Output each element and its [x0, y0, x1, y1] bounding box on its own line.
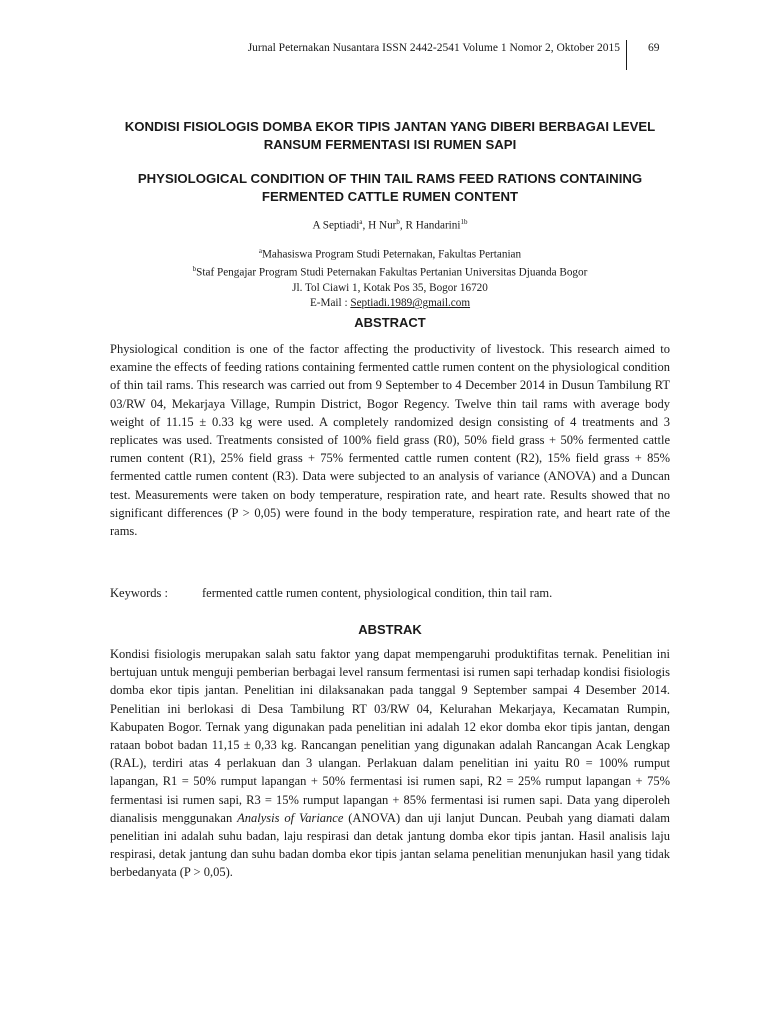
- abstrak-italic-term: Analysis of Variance: [237, 810, 344, 825]
- abstract-body: [110, 340, 670, 540]
- keywords-label: Keywords :: [110, 586, 168, 600]
- abstrak-text-part: Kondisi fisiologis merupakan salah satu faktor yang dapat mempengaruhi produktifitas ternak. Penelitian ini bertujuan untuk menguji pemberian berbagai level ransum fermentasi isi rumen sapi terhadap kondisi fisiologis domba ekor tipis jantan. Penelitian ini dilaksanakan pada tanggal 9 September sampai 4 Desember 2014. Penelitian ini berlokasi di Desa Tambilung RT 03/RW 04, Kelurahan Mekarjaya, Kecamatan Rumpin, Kabupaten Bogor. Ternak yang digunakan pada penelitian ini adalah 12 ekor domba ekor tipis jantan, dengan rataan bobot badan 11,15 ± 0,33 kg. Rancangan penelitian yang digunakan adalah Rancangan Acak Lengkap (RAL), terdiri atas 4 perlakuan dan 3 ulangan. Perlakuan dalam penelitian ini yaitu R0 = 100% rumput lapangan, R1 = 50% rumput lapangan + 50% fermentasi isi rumen sapi, R2 = 25% rumput lapangan + 75% fermentasi isi rumen sapi, R3 = 15% rumput lapangan + 85% fermentasi isi rumen sapi. Data yang diperoleh dianalisis menggunakan: [110, 647, 670, 825]
- affiliation-sup: b: [192, 265, 197, 274]
- keywords-text: fermented cattle rumen content, physiological condition, thin tail ram.: [202, 586, 553, 600]
- abstract-heading: ABSTRACT: [354, 315, 426, 330]
- affiliation-text: Mahasiswa Program Studi Peternakan, Fakultas Pertanian: [261, 248, 522, 261]
- affiliation-b: [100, 262, 680, 281]
- author-sup: 1b: [460, 218, 468, 226]
- abstrak-text-part: (ANOVA) dan uji lanjut Duncan. Peubah yang diamati dalam penelitian ini adalah suhu badan, laju respirasi dan detak jantung domba ekor tipis jantan. Hasil analisis laju respirasi, detak jantung dan suhu badan domba ekor tipis jantan selama penelitian menunjukan hasil yang tidak berbedanyata (P > 0,05).: [110, 810, 671, 880]
- abstrak-body: [110, 645, 670, 882]
- author-name: R Handarini: [405, 219, 461, 232]
- running-header: [0, 42, 768, 72]
- affiliation-text: Staf Pengajar Program Studi Peternakan Fakultas Pertanian Universitas Djuanda Bogor: [196, 267, 588, 280]
- abstrak-heading: ABSTRAK: [358, 622, 422, 637]
- paper-titles: [100, 118, 680, 206]
- affiliation-sup: a: [258, 246, 262, 255]
- page-number: 69: [648, 42, 660, 54]
- email-link[interactable]: Septiadi.1989@gmail.com: [350, 297, 471, 310]
- title-indonesian: KONDISI FISIOLOGIS DOMBA EKOR TIPIS JANTAN YANG DIBERI BERBAGAI LEVEL RANSUM FERMENTASI ISI RUMEN SAPI: [124, 119, 656, 152]
- author-name: A Septiadi: [312, 219, 360, 232]
- email-line: [100, 296, 680, 311]
- author-list: A Septiadi$^a$, H Nur$^b$, R Handarini$^{1b}$: [312, 218, 468, 232]
- author-sup: b: [396, 218, 400, 226]
- affiliation-a: [100, 244, 680, 263]
- journal-citation: Jurnal Peternakan Nusantara ISSN 2442-2541 Volume 1 Nomor 2, Oktober 2015: [247, 42, 620, 54]
- abstract-text: Physiological condition is one of the factor affecting the productivity of livestock. This research aimed to examine the effects of feeding rations containing fermented cattle rumen content on the physiological condition of thin tail rams. This research was carried out from 9 September to 4 December 2014 in Dusun Tambilung RT 03/RW 04, Mekarjaya Village, Rumpin District, Bogor Regency. Twelve thin tail rams with average body weight of 11.15 ± 0.33 kg were used. A completely randomized design consisting of 4 treatments and 3 replicates was used. Treatments consisted of 100% field grass (R0), 50% field grass + 50% fermented cattle rumen content (R1), 25% field grass + 75% fermented cattle rumen content (R2), 15% field grass + 85% fermented cattle rumen content (R3). Data were subjected to an analysis of variance (ANOVA) and a Duncan test. Measurements were taken on body temperature, respiration rate, and heart rate. Results showed that no significant differences (P > 0,05) were found in the body temperature, respiration rate, and heart rate of the rams.: [110, 342, 670, 539]
- address: Jl. Tol Ciawi 1, Kotak Pos 35, Bogor 16720: [292, 282, 488, 295]
- abstrak-text: [110, 645, 670, 882]
- author-name: H Nur: [368, 219, 397, 232]
- author-sup: a: [359, 218, 363, 226]
- email-label: E-Mail :: [309, 297, 351, 310]
- author-block: [100, 215, 680, 311]
- title-english: PHYSIOLOGICAL CONDITION OF THIN TAIL RAMS FEED RATIONS CONTAINING FERMENTED CATTLE RUMEN CONTENT: [137, 171, 643, 204]
- header-divider: [626, 40, 627, 70]
